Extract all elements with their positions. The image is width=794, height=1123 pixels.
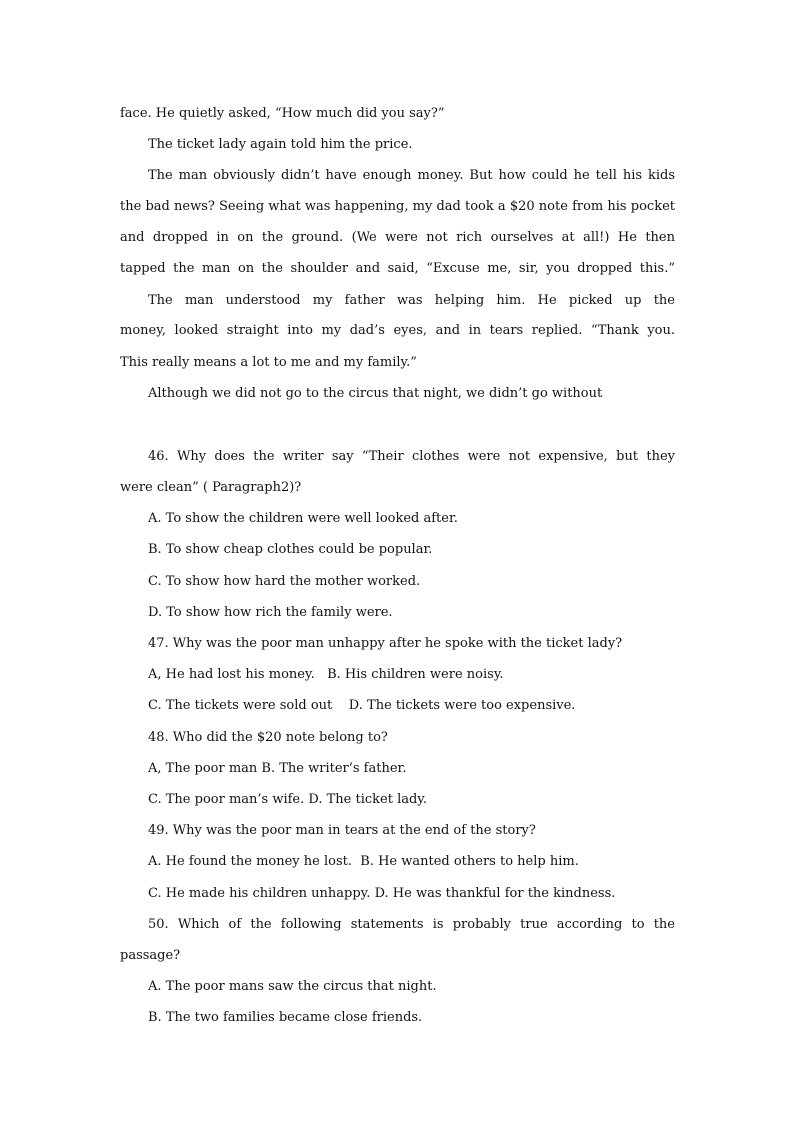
- question-48-options-cd: C. The poor man’s wife. D. The ticket lady.: [148, 792, 428, 807]
- question-46-option-d: D. To show how rich the family were.: [148, 605, 393, 620]
- question-50-option-a: A. The poor mans saw the circus that night.: [148, 979, 437, 994]
- passage-line-9: This really means a lot to me and my family.”: [120, 355, 417, 370]
- passage-line-7: The man understood my father was helping him. He picked up the: [148, 293, 675, 308]
- question-47-options-ab: A, He had lost his money. B. His children were noisy.: [148, 667, 504, 682]
- question-49-stem: 49. Why was the poor man in tears at the end of the story?: [148, 823, 536, 838]
- passage-line-8: money, looked straight into my dad’s eyes, and in tears replied. “Thank you.: [120, 323, 675, 338]
- passage-line-5: and dropped in on the ground. (We were not rich ourselves at all!) He then: [120, 230, 675, 245]
- question-47-stem: 47. Why was the poor man unhappy after he spoke with the ticket lady?: [148, 636, 623, 651]
- passage-line-6: tapped the man on the shoulder and said, “Excuse me, sir, you dropped this.”: [120, 261, 675, 276]
- passage-line-1: face. He quietly asked, “How much did you say?”: [120, 106, 445, 121]
- question-49-options-ab: A. He found the money he lost. B. He wanted others to help him.: [148, 854, 579, 869]
- question-49-options-cd: C. He made his children unhappy. D. He was thankful for the kindness.: [148, 886, 616, 901]
- question-46-option-b: B. To show cheap clothes could be popular.: [148, 542, 433, 557]
- question-50-stem: 50. Which of the following statements is probably true according to the: [148, 917, 675, 932]
- question-46-option-c: C. To show how hard the mother worked.: [148, 574, 421, 589]
- question-48-stem: 48. Who did the $20 note belong to?: [148, 730, 388, 745]
- question-46-option-a: A. To show the children were well looked after.: [148, 511, 458, 526]
- passage-line-3: The man obviously didn’t have enough money. But how could he tell his kids: [148, 168, 675, 183]
- question-48-options-ab: A, The poor man B. The writer’s father.: [148, 761, 407, 776]
- question-50-option-b: B. The two families became close friends.: [148, 1010, 423, 1025]
- passage-line-4: the bad news? Seeing what was happening, my dad took a $20 note from his pocket: [120, 199, 675, 214]
- question-46-stem-cont: were clean” ( Paragraph2)?: [120, 480, 302, 495]
- question-50-stem-cont: passage?: [120, 948, 181, 963]
- question-46-stem: 46. Why does the writer say “Their clothes were not expensive, but they: [148, 449, 675, 464]
- passage-line-2: The ticket lady again told him the price.: [148, 137, 413, 152]
- passage-line-10: Although we did not go to the circus that night, we didn’t go without: [148, 386, 603, 401]
- question-47-options-cd: C. The tickets were sold out D. The tickets were too expensive.: [148, 698, 576, 713]
